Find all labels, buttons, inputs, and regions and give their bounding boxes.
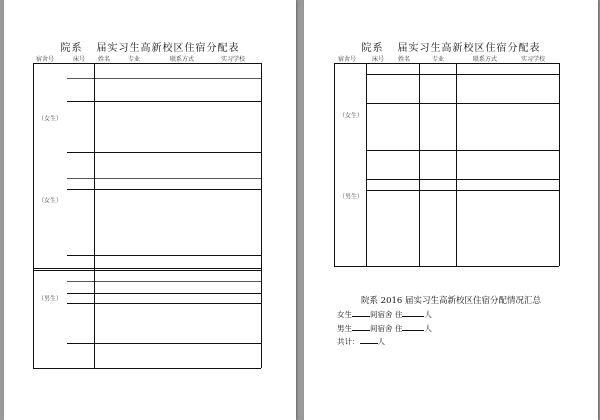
header-name: 姓名 bbox=[397, 56, 411, 63]
group-label-female: （女生） bbox=[37, 197, 63, 205]
group-label-female: （女生） bbox=[37, 115, 63, 123]
document-page-left bbox=[4, 0, 296, 420]
group-label-female: （女生） bbox=[338, 112, 364, 120]
blank-field[interactable] bbox=[402, 308, 424, 317]
header-major: 专业 bbox=[127, 56, 141, 63]
header-contact: 联系方式 bbox=[169, 56, 195, 63]
page-title bbox=[4, 39, 296, 54]
header-school: 实习学校 bbox=[220, 56, 246, 63]
blank-field[interactable] bbox=[352, 308, 370, 317]
header-bed-number: 床号 bbox=[371, 56, 385, 63]
header-dorm-number: 宿舍号 bbox=[35, 56, 55, 63]
blank-field[interactable] bbox=[402, 322, 424, 331]
title-department: 院系 bbox=[361, 43, 384, 54]
header-name: 姓名 bbox=[97, 56, 111, 63]
header-school: 实习学校 bbox=[520, 56, 546, 63]
document-page-right bbox=[304, 0, 598, 420]
group-label-male: （男生） bbox=[37, 295, 63, 303]
header-contact: 联系方式 bbox=[472, 56, 498, 63]
header-bed-number: 床号 bbox=[72, 56, 86, 63]
title-department: 院系 bbox=[60, 43, 83, 54]
page-title bbox=[304, 39, 598, 54]
title-text: 届实习生高新校区住宿分配表 bbox=[96, 43, 240, 54]
blank-field[interactable] bbox=[352, 322, 370, 331]
group-label-male: （男生） bbox=[338, 193, 364, 201]
blank-field[interactable] bbox=[360, 335, 378, 344]
summary-title: 院系 2016 届实习生高新校区住宿分配情况汇总 bbox=[360, 296, 542, 306]
summary-total-line: 共计： 人 bbox=[337, 337, 385, 346]
header-major: 专业 bbox=[431, 56, 445, 63]
summary-male-line: 男生 间宿舍 住 人 bbox=[337, 324, 432, 333]
title-text: 届实习生高新校区住宿分配表 bbox=[397, 43, 541, 54]
summary-female-line: 女生 间宿舍 住 人 bbox=[337, 310, 432, 319]
header-dorm-number: 宿舍号 bbox=[337, 56, 357, 63]
